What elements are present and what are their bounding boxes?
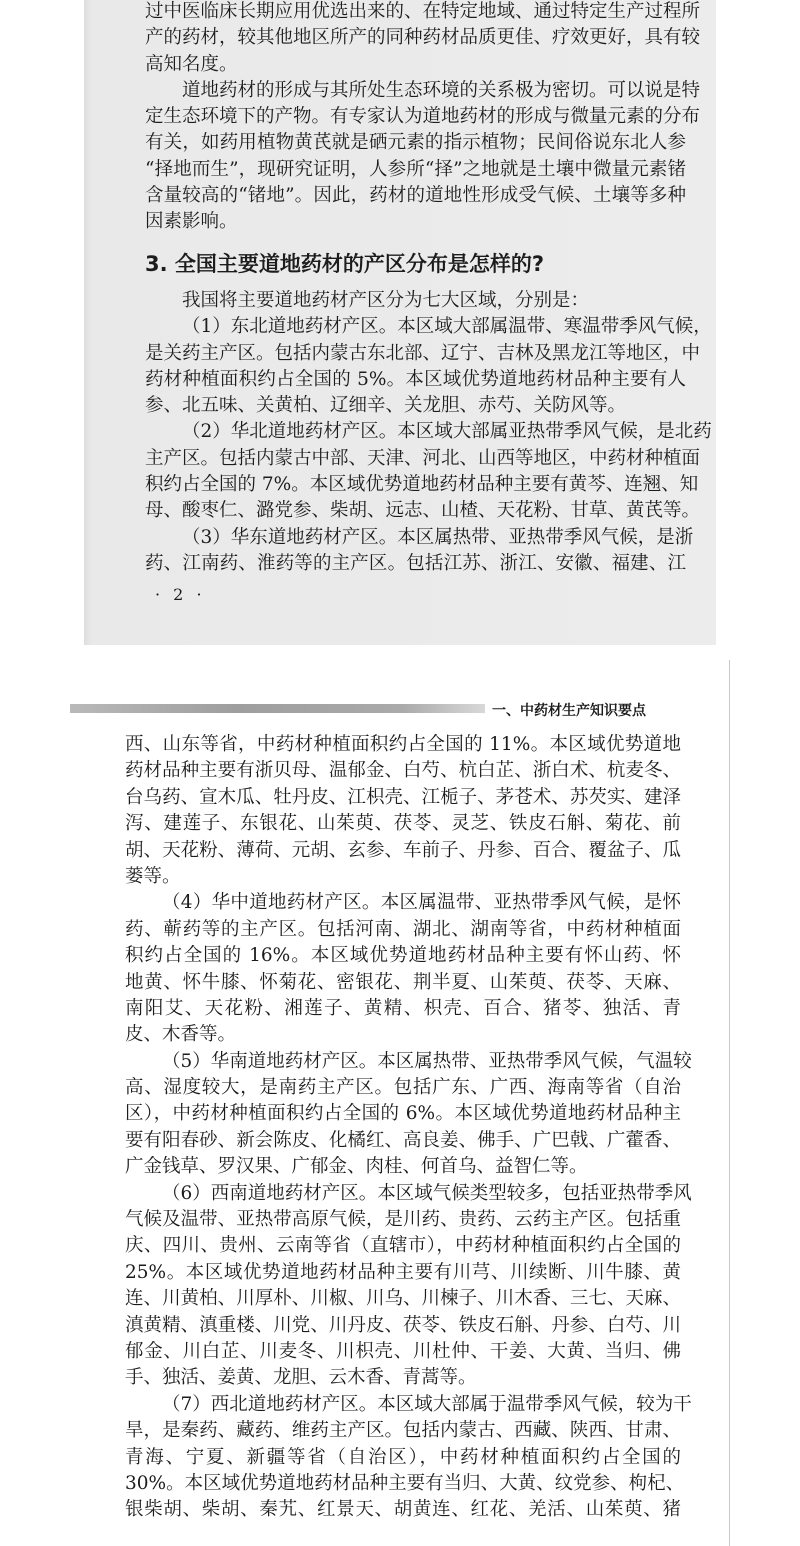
paragraph bbox=[125, 1181, 692, 1392]
text-line: 有关，如药用植物黄芪就是硒元素的指示植物；民间俗说东北人参 bbox=[145, 132, 686, 154]
text-line: （7）西北道地药材产区。本区域大部属于温带季风气候，较为干 bbox=[162, 1393, 692, 1415]
text-line: “择地而生”，现研究证明，人参所“择”之地就是土壤中微量元素锗 bbox=[145, 158, 686, 180]
page1-text-block-a bbox=[145, 0, 701, 236]
text-line: 西、山东等省，中药材种植面积约占全国的 11%。本区域优势道地 bbox=[125, 734, 681, 755]
text-line: （1）东北道地药材产区。本区域大部属温带、寒温带季风气候， bbox=[182, 316, 712, 338]
paragraph bbox=[145, 0, 701, 78]
paragraph bbox=[125, 1392, 692, 1524]
paragraph bbox=[145, 314, 712, 419]
text-line: 滇黄精、滇重楼、川党、川丹皮、茯苓、铁皮石斛、丹参、白芍、川 bbox=[125, 1314, 681, 1336]
text-line: 积约占全国的 16%。本区域优势道地药材品种主要有怀山药、怀 bbox=[125, 945, 681, 967]
text-line: 手、独活、姜黄、龙胆、云木香、青蒿等。 bbox=[125, 1367, 477, 1389]
text-line: 药、蕲药等的主产区。包括河南、湖北、湖南等省，中药材种植面 bbox=[125, 918, 681, 940]
text-line: 积约占全国的 7%。本区域优势道地药材品种主要有黄芩、连翘、知 bbox=[145, 474, 699, 496]
text-line: 是关药主产区。包括内蒙古东北部、辽宁、吉林及黑龙江等地区，中 bbox=[145, 342, 701, 364]
running-header-bar bbox=[70, 704, 485, 713]
text-line: 高、湿度较大，是南药主产区。包括广东、广西、海南等省（自治 bbox=[125, 1077, 681, 1099]
text-line: 药、江南药、淮药等的主产区。包括江苏、浙江、安徽、福建、江 bbox=[145, 552, 686, 574]
text-line: 地黄、怀牛膝、怀菊花、密银花、荆半夏、山茱萸、茯苓、天麻、 bbox=[125, 971, 681, 993]
page-edge-line bbox=[729, 660, 730, 1546]
text-line: 广金钱草、罗汉果、广郁金、肉桂、何首乌、益智仁等。 bbox=[125, 1156, 588, 1178]
paragraph bbox=[125, 1049, 692, 1181]
text-line: 南阳艾、天花粉、湘莲子、黄精、枳壳、百合、猪苓、独活、青 bbox=[125, 997, 681, 1019]
text-line: 我国将主要道地药材产区分为七大区域，分别是： bbox=[182, 290, 590, 311]
page2-text-block bbox=[125, 732, 692, 1524]
text-line: 区），中药材种植面积约占全国的 6%。本区域优势道地药材品种主 bbox=[125, 1103, 681, 1125]
text-line: 银柴胡、柴胡、秦艽、红景天、胡黄连、红花、羌活、山茱萸、猪 bbox=[125, 1499, 681, 1521]
text-line: 皮、木香等。 bbox=[125, 1024, 237, 1046]
text-line: 气候及温带、亚热带高原气候，是川药、贵药、云药主产区。包括重 bbox=[125, 1209, 681, 1231]
text-line: （3）华东道地药材产区。本区属热带、亚热带季风气候，是浙 bbox=[182, 526, 694, 548]
text-line: 含量较高的“锗地”。因此，药材的道地性形成受气候、土壤等多种 bbox=[145, 185, 686, 207]
text-line: 胡、天花粉、薄荷、元胡、玄参、车前子、丹参、百合、覆盆子、瓜 bbox=[125, 839, 681, 861]
text-line: 蒌等。 bbox=[125, 865, 181, 887]
text-line: 要有阳春砂、新会陈皮、化橘红、高良姜、佛手、广巴戟、广藿香、 bbox=[125, 1129, 681, 1151]
text-line: 25%。本区域优势道地药材品种主要有川芎、川续断、川牛膝、黄 bbox=[125, 1261, 681, 1283]
text-line: （6）西南道地药材产区。本区域气候类型较多，包括亚热带季风 bbox=[162, 1182, 692, 1204]
page-number: · 2 · bbox=[155, 585, 206, 604]
text-line: 道地药材的形成与其所处生态环境的关系极为密切。可以说是特 bbox=[182, 79, 701, 101]
paragraph bbox=[145, 525, 694, 578]
running-header-title: 一、中药材生产知识要点 bbox=[492, 703, 646, 719]
paragraph bbox=[125, 890, 681, 1048]
text-line: 因素影响。 bbox=[145, 211, 238, 233]
page1-text-block-b bbox=[145, 288, 712, 577]
text-line: 庆、四川、贵州、云南等省（直辖市），中药材种植面积约占全国的 bbox=[125, 1235, 681, 1257]
text-line: 药材品种主要有浙贝母、温郁金、白芍、杭白芷、浙白术、杭麦冬、 bbox=[125, 760, 681, 782]
text-line: 产的药材，较其他地区所产的同种药材品质更佳、疗效更好，具有较 bbox=[145, 27, 701, 49]
text-line: （2）华北道地药材产区。本区域大部属亚热带季风气候，是北药 bbox=[182, 421, 712, 443]
text-line: （5）华南道地药材产区。本区属热带、亚热带季风气候，气温较 bbox=[162, 1050, 692, 1072]
text-line: （4）华中道地药材产区。本区属温带、亚热带季风气候，是怀 bbox=[162, 892, 681, 914]
text-line: 定生态环境下的产物。有专家认为道地药材的形成与微量元素的分布 bbox=[145, 106, 701, 128]
text-line: 高知名度。 bbox=[145, 53, 238, 75]
text-line: 泻、建莲子、东银花、山茱萸、茯苓、灵芝、铁皮石斛、菊花、前 bbox=[125, 813, 681, 835]
paragraph bbox=[145, 419, 712, 524]
text-line: 旱，是秦药、藏药、维药主产区。包括内蒙古、西藏、陕西、甘肃、 bbox=[125, 1420, 681, 1442]
paragraph bbox=[145, 78, 701, 236]
text-line: 连、川黄柏、川厚朴、川椒、川乌、川楝子、川木香、三七、天麻、 bbox=[125, 1288, 681, 1310]
paragraph bbox=[145, 288, 686, 314]
text-line: 青海、宁夏、新疆等省（自治区），中药材种植面积约占全国的 bbox=[125, 1446, 681, 1468]
text-line: 过中医临床长期应用优选出来的、在特定地域、通过特定生产过程所 bbox=[145, 1, 701, 22]
text-line: 主产区。包括内蒙古中部、天津、河北、山西等地区，中药材种植面 bbox=[145, 447, 701, 469]
paragraph bbox=[125, 732, 681, 890]
text-line: 30%。本区域优势道地药材品种主要有当归、大黄、纹党参、枸杞、 bbox=[125, 1472, 685, 1494]
text-line: 母、酸枣仁、潞党参、柴胡、远志、山楂、天花粉、甘草、黄芪等。 bbox=[145, 500, 701, 522]
text-line: 参、北五味、关黄柏、辽细辛、关龙胆、赤芍、关防风等。 bbox=[145, 395, 627, 417]
text-line: 药材种植面积约占全国的 5%。本区域优势道地药材品种主要有人 bbox=[145, 368, 686, 390]
section-heading: 3. 全国主要道地药材的产区分布是怎样的? bbox=[145, 252, 545, 276]
text-line: 台乌药、宣木瓜、牡丹皮、江枳壳、江栀子、茅苍术、苏芡实、建泽 bbox=[125, 786, 681, 808]
text-line: 郁金、川白芷、川麦冬、川枳壳、川杜仲、干姜、大黄、当归、佛 bbox=[125, 1340, 681, 1362]
